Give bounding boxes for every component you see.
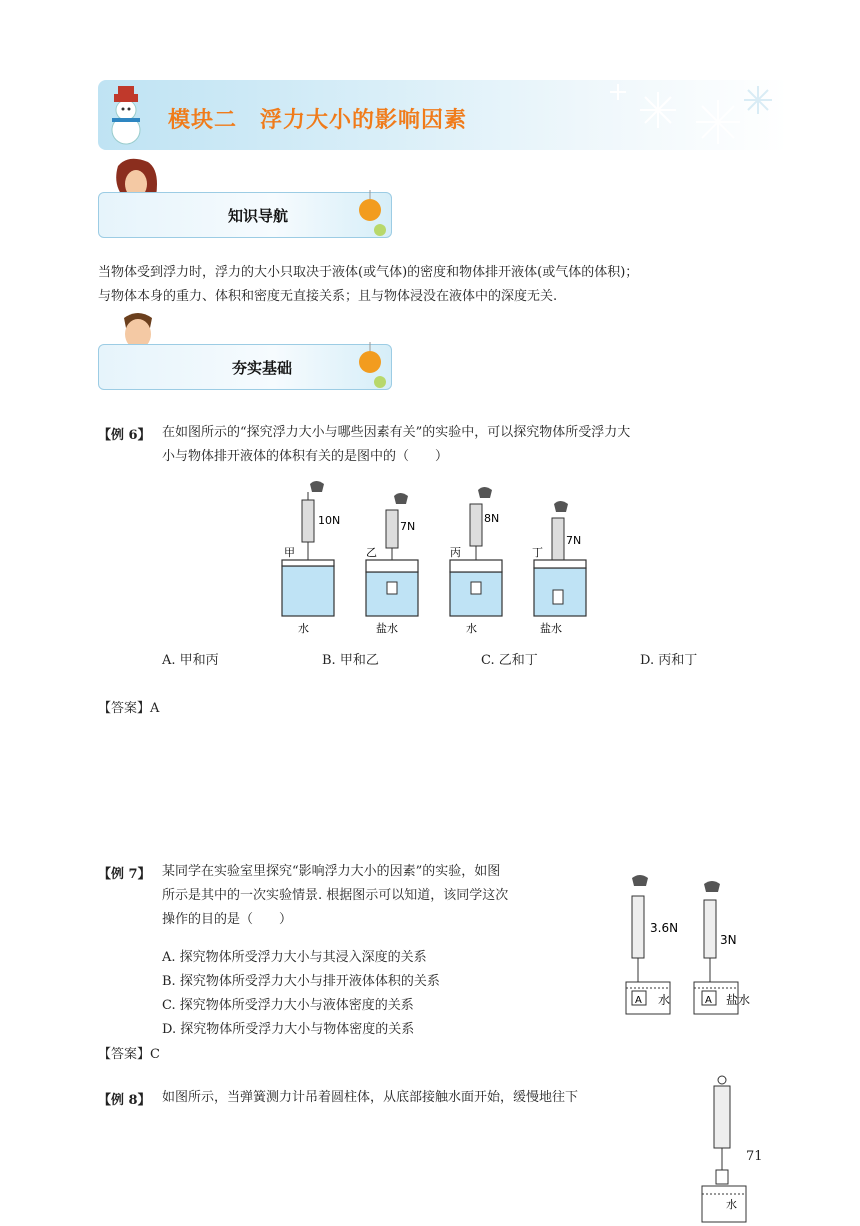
figure-yi (366, 493, 418, 635)
label-ding: 丁 (532, 546, 543, 559)
figure-jia (282, 481, 340, 635)
example-6-answer: 【答案】A (98, 701, 160, 716)
example-6-option-a[interactable]: A. 甲和丙 (162, 653, 219, 668)
label-jia: 甲 (284, 546, 295, 559)
example-6-question (162, 421, 782, 469)
example-6-option-c[interactable]: C. 乙和丁 (481, 653, 538, 668)
example-7-option-c[interactable]: C. 探究物体所受浮力大小与液体密度的关系 (162, 998, 414, 1013)
example-7-option-a[interactable]: A. 探究物体所受浮力大小与其浸入深度的关系 (162, 950, 427, 965)
reading-bing: 8N (484, 512, 500, 525)
liquid-label-8: 水 (726, 1198, 737, 1211)
figure-brine (694, 881, 750, 1014)
knowledge-line-2: 与物体本身的重力、体积和密度无直接关系；且与物体浸没在液体中的深度无关. (98, 289, 558, 304)
label-bing: 丙 (450, 546, 461, 559)
block-a-brine: A (705, 995, 712, 1006)
example-6-option-d[interactable]: D. 丙和丁 (640, 653, 698, 668)
example-7-line-1: 某同学在实验室里探究“影响浮力大小的因素”的实验，如图 (162, 864, 501, 879)
example-8-line-1: 如图所示，当弹簧测力计吊着圆柱体，从底部接触水面开始，缓慢地往下 (162, 1090, 579, 1105)
liquid-yi: 盐水 (376, 622, 398, 635)
block-a-water: A (635, 995, 642, 1006)
example-8-tag: 【例 8】 (98, 1093, 151, 1108)
example-7-answer: 【答案】C (98, 1047, 160, 1062)
liquid-bing: 水 (466, 622, 477, 635)
page-number: 71 (746, 1149, 763, 1164)
liquid-ding: 盐水 (540, 622, 562, 635)
example-7-figure (618, 872, 778, 1022)
example-7-line-2: 所示是其中的一次实验情景. 根据图示可以知道，该同学这次 (162, 888, 509, 903)
ornament-icon (350, 342, 394, 392)
example-6-option-b[interactable]: B. 甲和乙 (322, 653, 379, 668)
example-6-figure (272, 478, 602, 638)
reading-water: 3.6N (650, 921, 679, 935)
ornament-icon (350, 190, 394, 240)
reading-yi: 7N (400, 520, 416, 533)
figure-bing (450, 487, 502, 635)
example-7-tag: 【例 7】 (98, 867, 151, 882)
section-title-knowledge: 知识导航 (228, 207, 289, 225)
example-7-option-d[interactable]: D. 探究物体所受浮力大小与物体密度的关系 (162, 1022, 415, 1037)
module-title: 模块二 浮力大小的影响因素 (168, 108, 468, 133)
example-7-line-3: 操作的目的是（ ） (162, 912, 293, 927)
section-title-basics: 夯实基础 (232, 359, 293, 377)
label-yi: 乙 (366, 546, 377, 559)
liquid-water: 水 (658, 993, 671, 1007)
knowledge-line-1: 当物体受到浮力时，浮力的大小只取决于液体(或气体)的密度和物体排开液体(或气体的体积)； (98, 265, 639, 280)
example-7-question (162, 860, 612, 932)
example-6-line-2: 小与物体排开液体的体积有关的是图中的（ ） (162, 449, 449, 464)
reading-ding: 7N (566, 534, 582, 547)
figure-water (626, 875, 678, 1014)
liquid-brine: 盐水 (726, 993, 751, 1007)
figure-ding (532, 501, 586, 635)
reading-brine: 3N (720, 933, 737, 947)
example-7-option-b[interactable]: B. 探究物体所受浮力大小与排开液体体积的关系 (162, 974, 440, 989)
example-6-tag: 【例 6】 (98, 428, 151, 443)
knowledge-text (98, 261, 778, 309)
reading-jia: 10N (318, 514, 341, 527)
liquid-jia: 水 (298, 622, 309, 635)
example-6-line-1: 在如图所示的“探究浮力大小与哪些因素有关”的实验中，可以探究物体所受浮力大 (162, 425, 631, 440)
